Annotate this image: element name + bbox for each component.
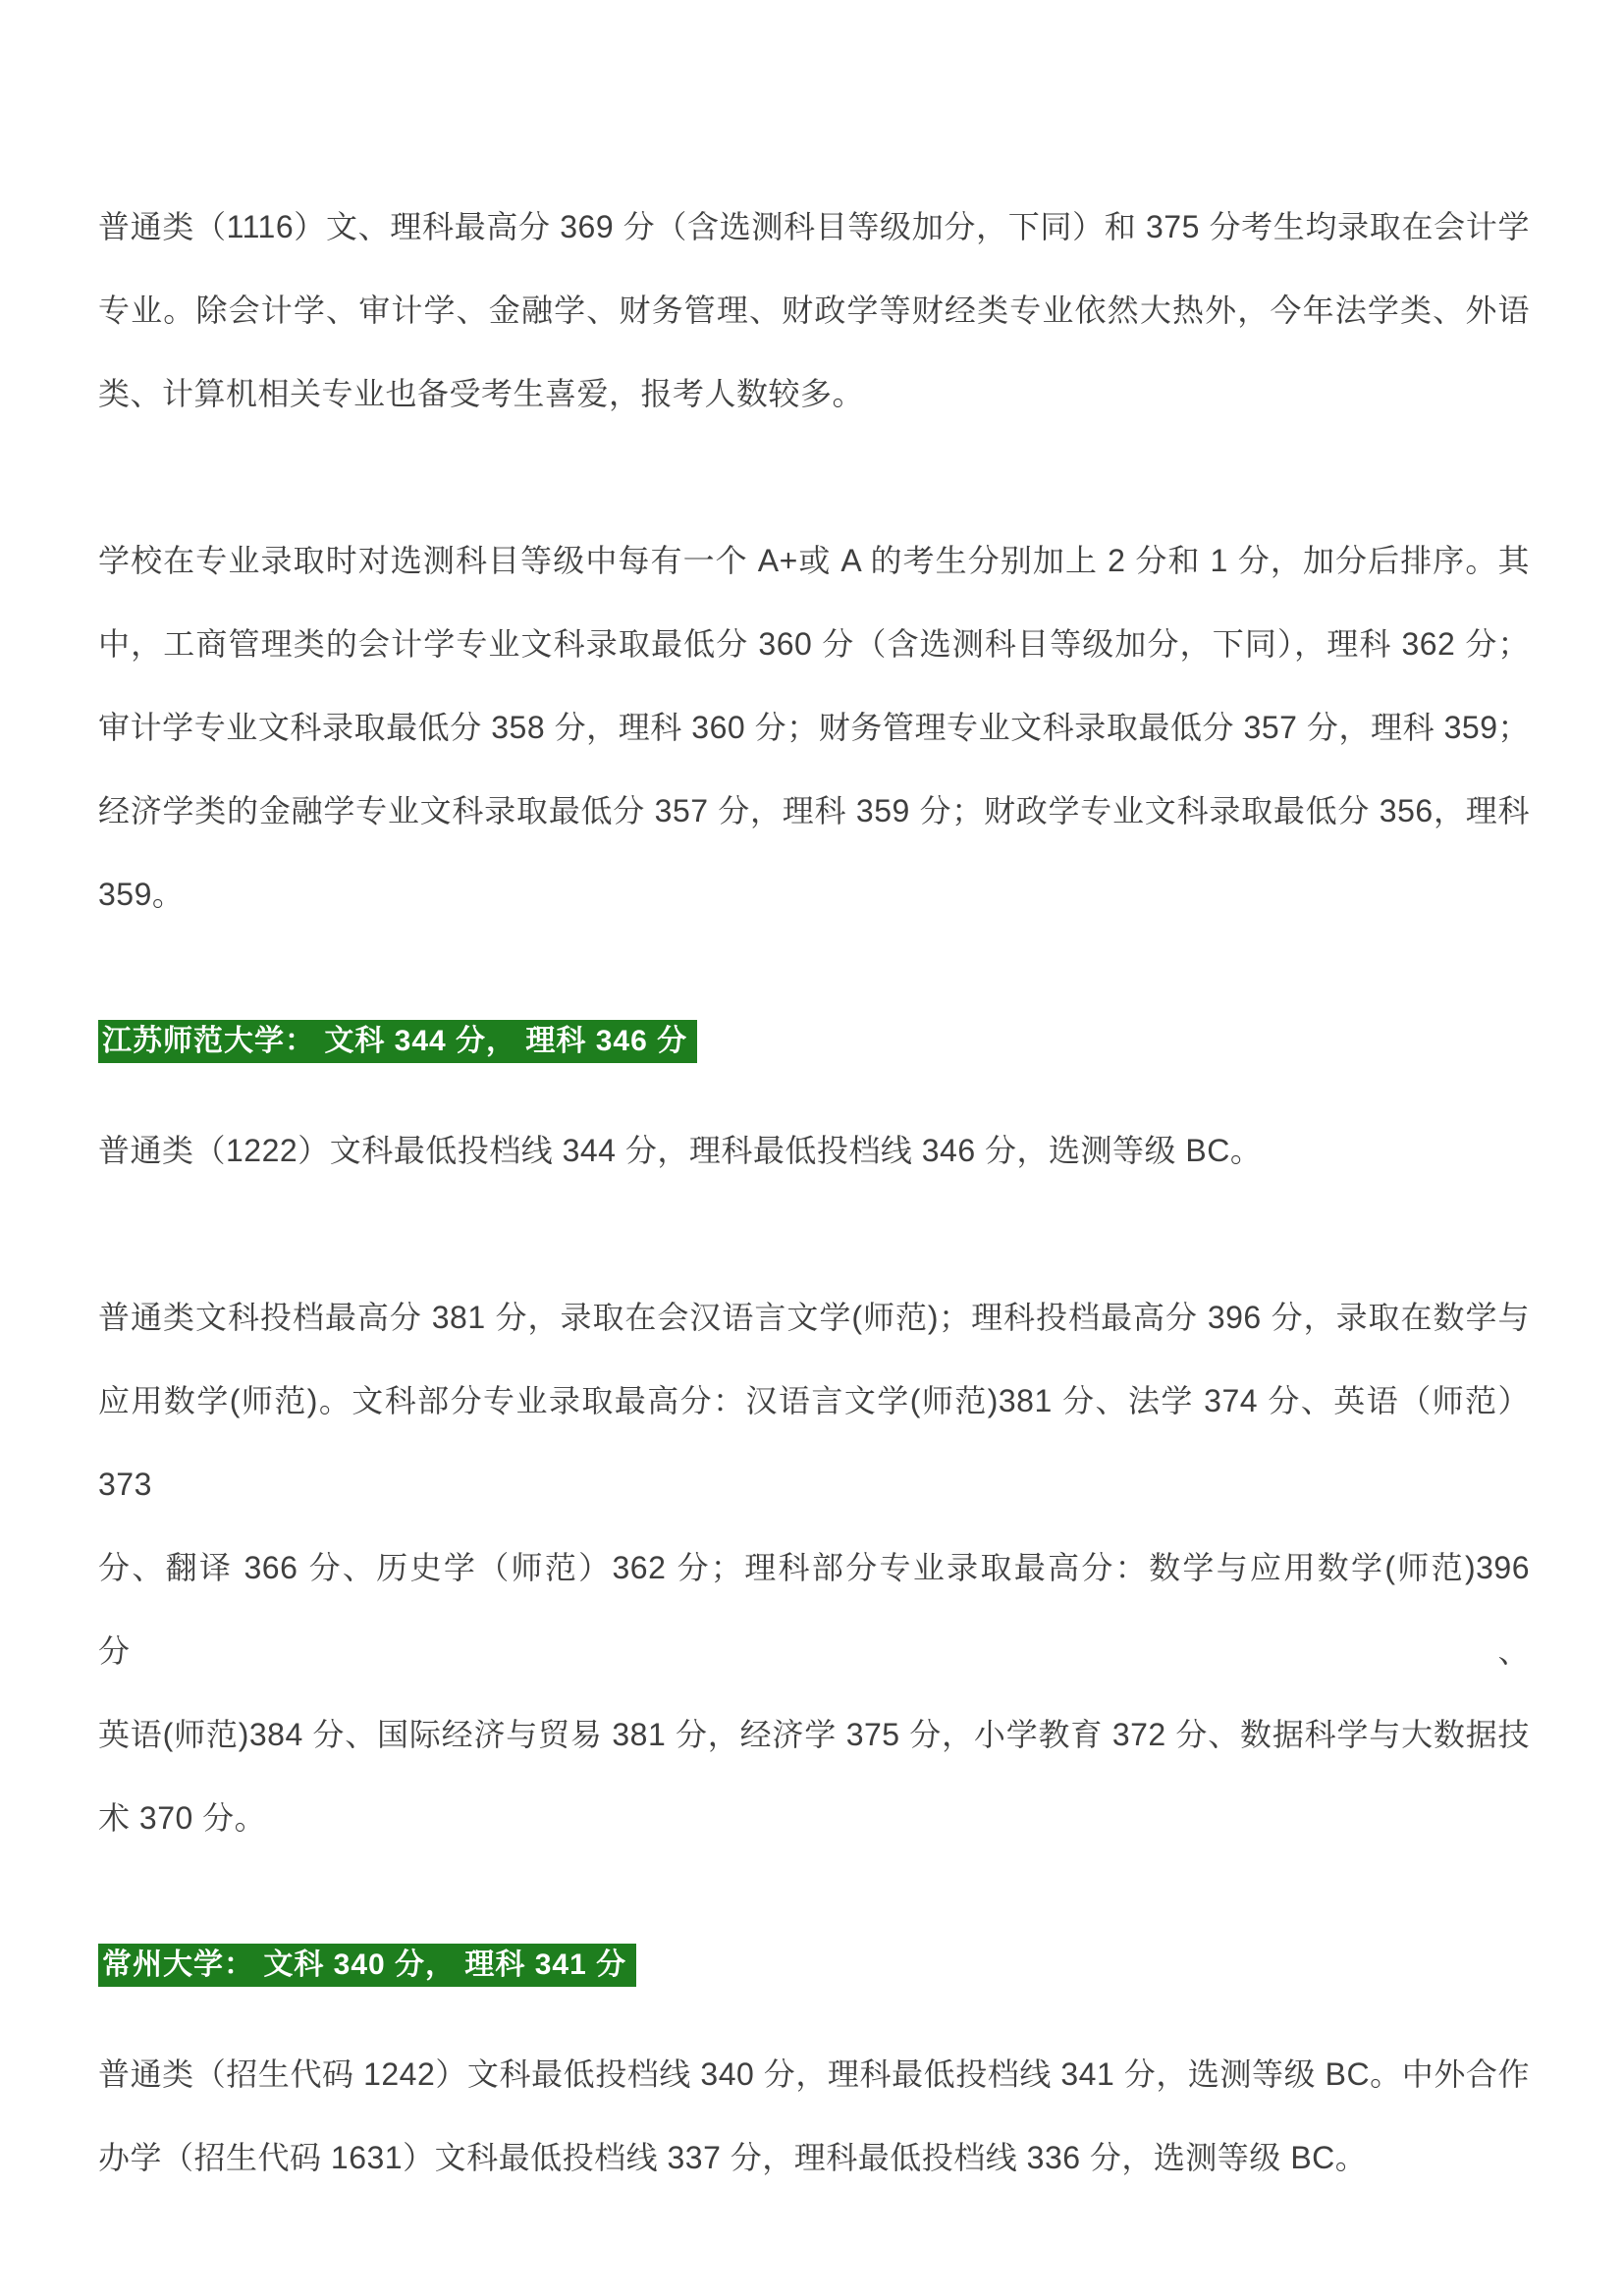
- heading-jiangsu-normal-university: 江苏师范大学： 文科 344 分， 理科 346 分: [98, 1020, 697, 1063]
- text-line: 类、计算机相关专业也备受考生喜爱，报考人数较多。: [98, 376, 865, 411]
- heading-changzhou-university: 常州大学： 文科 340 分， 理科 341 分: [98, 1944, 636, 1987]
- paragraph-bonus-rules: [98, 519, 1530, 936]
- paragraph-jsnu-cutoff: [98, 1109, 1530, 1193]
- text-line: 分、翻译 366 分、历史学（师范）362 分；理科部分专业录取最高分：数学与应用数学(师范)396 分、: [98, 1550, 1530, 1669]
- text-line: 学校在专业录取时对选测科目等级中每有一个 A+或 A 的考生分别加上 2 分和 1 分，加分后排序。其: [98, 543, 1530, 578]
- text-line: 普通类（1116）文、理科最高分 369 分（含选测科目等级加分，下同）和 375 分考生均录取在会计学: [98, 209, 1530, 244]
- section-heading-wrap: [98, 1020, 1530, 1063]
- text-line: 经济学类的金融学专业文科录取最低分 357 分，理科 359 分；财政学专业文科录取最低分 356，理科: [98, 793, 1530, 828]
- text-line: 术 370 分。: [98, 1800, 267, 1836]
- text-line: 审计学专业文科录取最低分 358 分，理科 360 分；财务管理专业文科录取最低分 357 分，理科 359；: [98, 710, 1530, 745]
- paragraph-czu-cutoff: [98, 2033, 1530, 2200]
- text-line: 普通类（招生代码 1242）文科最低投档线 340 分，理科最低投档线 341 分，选测等级 BC。中外合作: [98, 2056, 1530, 2092]
- text-line: 普通类（1222）文科最低投档线 344 分，理科最低投档线 346 分，选测等级 BC。: [98, 1133, 1263, 1168]
- text-line: 英语(师范)384 分、国际经济与贸易 381 分，经济学 375 分，小学教育 372 分、数据科学与大数据技: [98, 1717, 1530, 1752]
- text-line: 中，工商管理类的会计学专业文科录取最低分 360 分（含选测科目等级加分，下同），理科 362 分；: [98, 626, 1530, 662]
- section-heading-wrap: [98, 1944, 1530, 1987]
- paragraph-jsnu-majors: [98, 1276, 1530, 1860]
- paragraph-admission-overview: [98, 186, 1530, 436]
- text-line: 办学（招生代码 1631）文科最低投档线 337 分，理科最低投档线 336 分，选测等级 BC。: [98, 2140, 1368, 2175]
- text-line: 专业。除会计学、审计学、金融学、财务管理、财政学等财经类专业依然大热外，今年法学类、外语: [98, 293, 1530, 328]
- text-line: 359。: [98, 877, 185, 912]
- text-line: 应用数学(师范)。文科部分专业录取最高分：汉语言文学(师范)381 分、法学 374 分、英语（师范）373: [98, 1383, 1530, 1502]
- text-line: 普通类文科投档最高分 381 分，录取在会汉语言文学(师范)；理科投档最高分 396 分，录取在数学与: [98, 1300, 1530, 1335]
